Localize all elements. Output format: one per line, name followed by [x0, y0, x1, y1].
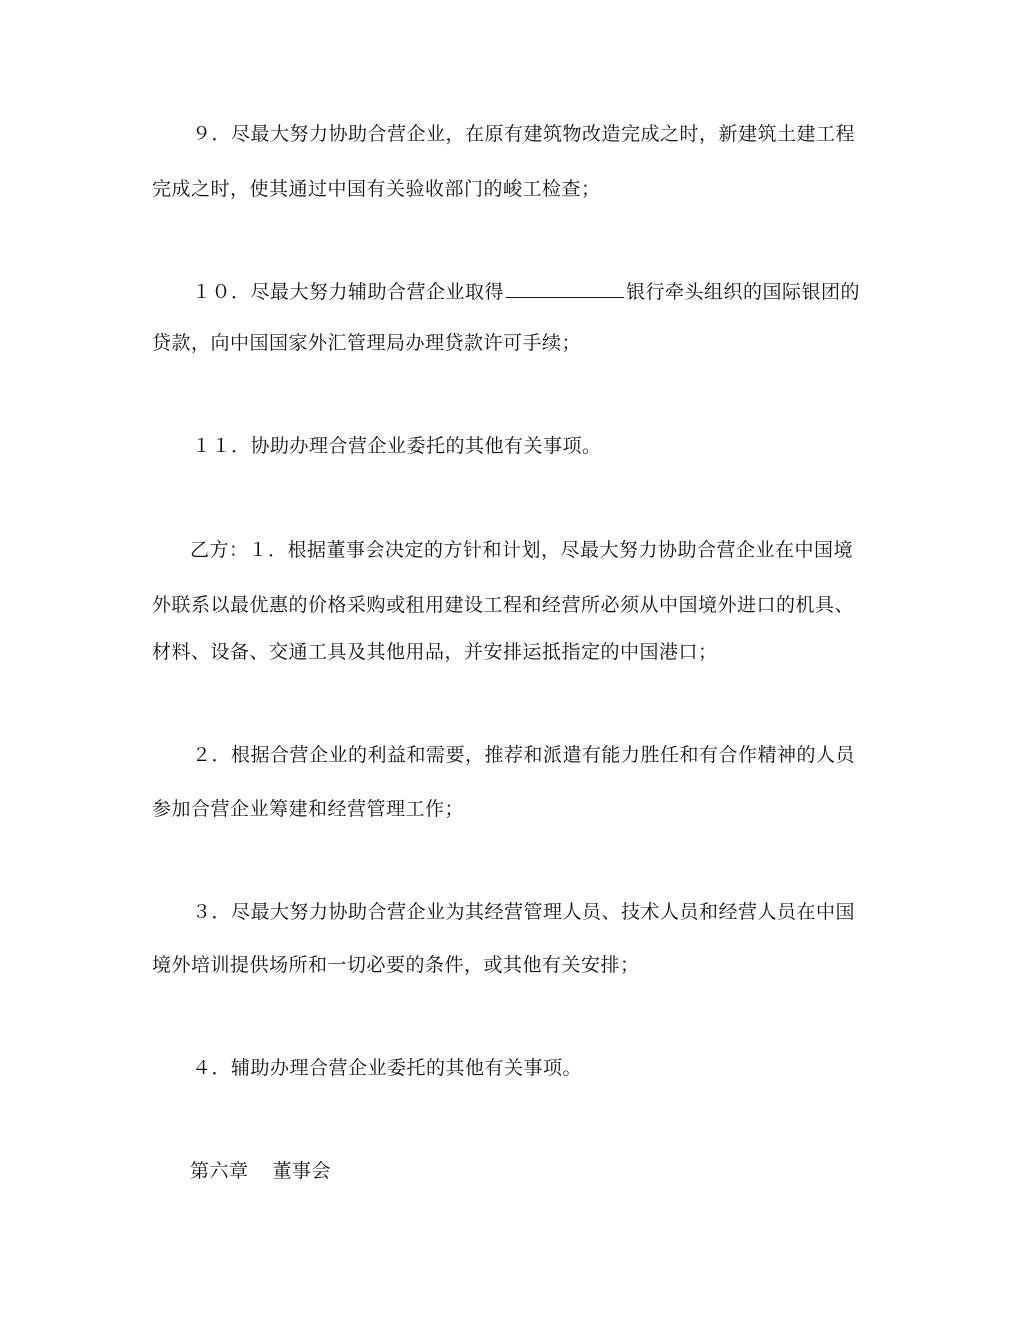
party-b-item-3-line-2: 境外培训提供场所和一切必要的条件，或其他有关安排；: [152, 954, 640, 976]
party-b-item-1-line-3: 材料、设备、交通工具及其他用品，并安排运抵指定的中国港口；: [152, 641, 718, 663]
paragraph-10-text-before-blank: １０．尽最大努力辅助合营企业取得: [192, 281, 505, 303]
party-b-item-1-line-1: 乙方：１．根据董事会决定的方针和计划，尽最大努力协助合营企业在中国境: [190, 539, 854, 561]
party-b-item-4-line-1: ４．辅助办理合营企业委托的其他有关事项。: [192, 1057, 583, 1079]
party-b-item-1-line-2: 外联系以最优惠的价格采购或租用建设工程和经营所必须从中国境外进口的机具、: [152, 594, 855, 616]
chapter-heading: [190, 1159, 331, 1183]
paragraph-11-line-1: １１．协助办理合营企业委托的其他有关事项。: [192, 435, 602, 457]
paragraph-10-line-1: [192, 278, 872, 304]
paragraph-10-line-2: 贷款，向中国国家外汇管理局办理贷款许可手续；: [152, 332, 582, 354]
fill-in-blank: [506, 278, 624, 298]
paragraph-9-line-1: ９．尽最大努力协助合营企业，在原有建筑物改造完成之时，新建筑土建工程: [192, 123, 856, 145]
party-b-item-2-line-2: 参加合营企业筹建和经营管理工作；: [152, 798, 465, 820]
paragraph-10-text-after-blank: 银行牵头组织的国际银团的: [626, 281, 861, 303]
party-b-item-2-line-1: ２．根据合营企业的利益和需要，推荐和派遣有能力胜任和有合作精神的人员: [192, 744, 856, 766]
chapter-number: 第六章: [190, 1160, 249, 1182]
paragraph-9-line-2: 完成之时，使其通过中国有关验收部门的峻工检查；: [152, 178, 601, 200]
chapter-title: 董事会: [272, 1160, 332, 1182]
party-b-item-3-line-1: ３．尽最大努力协助合营企业为其经营管理人员、技术人员和经营人员在中国: [192, 901, 856, 923]
